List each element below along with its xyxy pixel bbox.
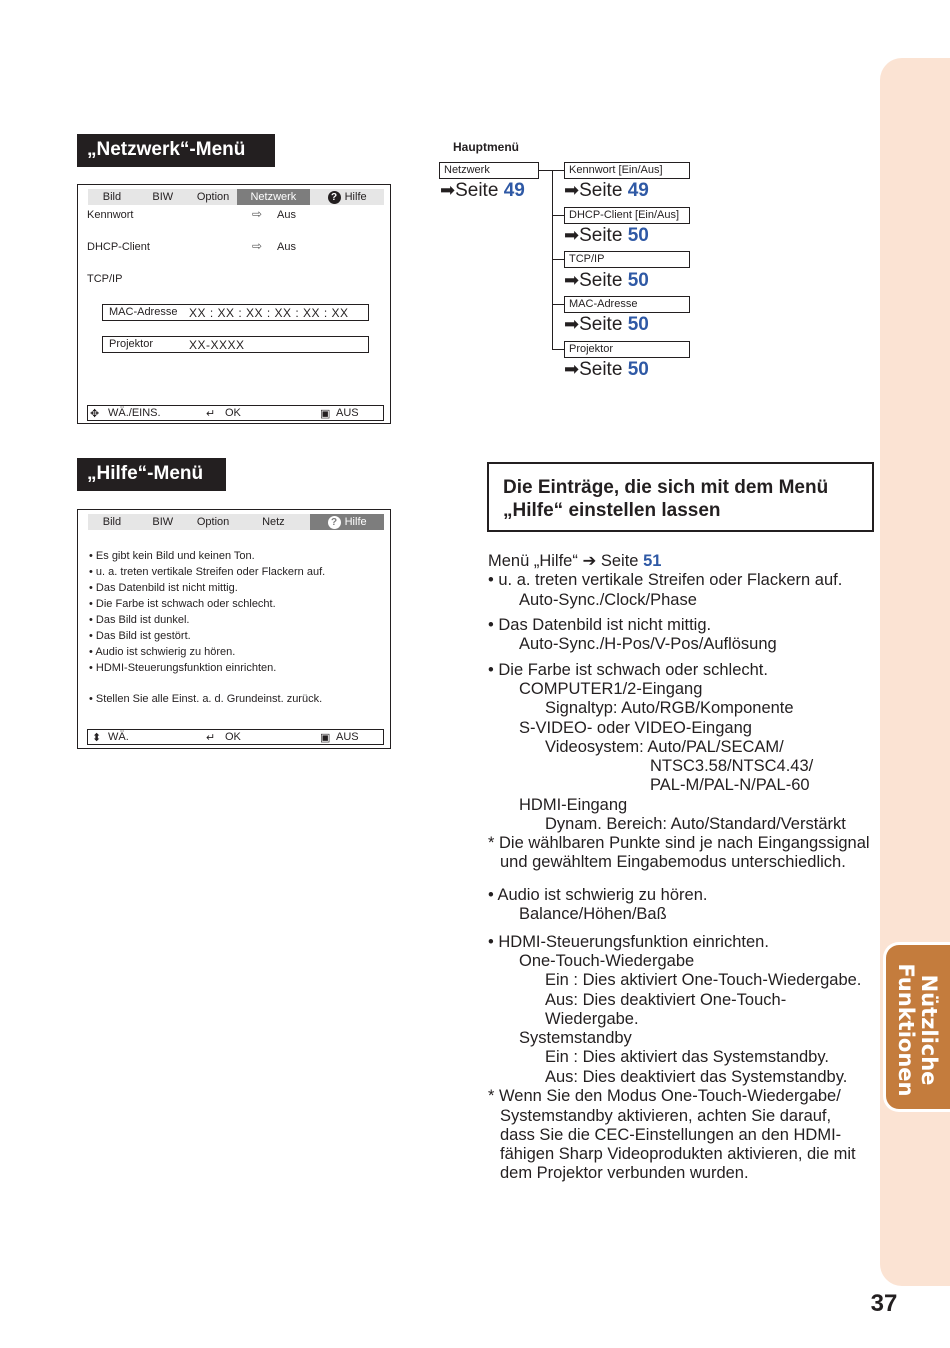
help-text-line: • Die Farbe ist schwach oder schlecht. [488, 661, 768, 679]
help-text-line: dem Projektor verbunden wurden. [500, 1164, 749, 1182]
arrow-right-icon: ➡ [564, 270, 580, 290]
tree-root-box: Netzwerk [439, 162, 539, 179]
dhcp-page-link[interactable]: ➡Seite 50 [564, 225, 649, 246]
mac-page-link[interactable]: ➡Seite 50 [564, 314, 649, 335]
help-text-line: Signaltyp: Auto/RGB/Komponente [545, 699, 794, 717]
help-item[interactable]: • Die Farbe ist schwach oder schlecht. [89, 596, 325, 612]
tab-biw[interactable]: BIW [152, 516, 174, 528]
help-item[interactable]: • Das Bild ist dunkel. [89, 612, 325, 628]
netzwerk-menu-title: „Netzwerk“-Menü [77, 134, 275, 167]
help-item[interactable]: • Das Bild ist gestört. [89, 628, 325, 644]
hilfe-footer: ⬍ WÄ. ↵ OK ▣ AUS [87, 729, 384, 745]
tab-option[interactable]: Option [196, 516, 230, 528]
help-text-line: COMPUTER1/2-Eingang [519, 680, 703, 698]
help-icon: ? [328, 516, 341, 529]
help-text-line: Systemstandby [519, 1029, 632, 1047]
tree-branch [552, 170, 564, 171]
projektor-field: Projektor XX-XXXX [102, 336, 369, 353]
help-text-line: * Wenn Sie den Modus One-Touch-Wiedergabe/ [488, 1087, 841, 1105]
help-text-line: Videosystem: Auto/PAL/SECAM/ [545, 738, 784, 756]
tree-tcpip-box: TCP/IP [564, 251, 690, 268]
menu-button-icon: ▣ [320, 732, 331, 744]
help-text-line: • u. a. treten vertikale Streifen oder Flackern auf. [488, 571, 843, 589]
help-item[interactable]: • HDMI-Steuerungsfunktion einrichten. [89, 660, 325, 676]
mac-address-field: MAC-Adresse XX : XX : XX : XX : XX : XX [102, 304, 369, 321]
projektor-page-link[interactable]: ➡Seite 50 [564, 359, 649, 380]
tab-biw[interactable]: BIW [152, 191, 174, 203]
help-text-line: One-Touch-Wiedergabe [519, 952, 695, 970]
chapter-tab-label: Nützliche Funktionen [894, 963, 941, 1097]
help-text-line: S-VIDEO- oder VIDEO-Eingang [519, 719, 752, 737]
menu-tree-title: Hauptmenü [453, 140, 519, 154]
move-arrows-icon: ✥ [90, 408, 100, 420]
tree-branch [552, 215, 564, 216]
root-page-link[interactable]: ➡Seite 49 [440, 180, 525, 201]
help-text-line: Ein : Dies aktiviert das Systemstandby. [545, 1048, 829, 1066]
hilfe-tabs [88, 514, 384, 530]
help-text-line: Aus: Dies deaktiviert das Systemstandby. [545, 1068, 848, 1086]
menu-button-icon: ▣ [320, 408, 331, 420]
help-text-line: • HDMI-Steuerungsfunktion einrichten. [488, 933, 769, 951]
tab-bild[interactable]: Bild [102, 516, 122, 528]
help-text-line: • Audio ist schwierig zu hören. [488, 886, 708, 904]
help-text-line: * Die wählbaren Punkte sind je nach Eingangssignal [488, 834, 870, 852]
menu-reference: Menü „Hilfe“ ➔ Seite 51 [488, 552, 662, 570]
tree-branch [552, 304, 564, 305]
tab-bild[interactable]: Bild [102, 191, 122, 203]
enter-icon: ↵ [206, 732, 216, 744]
help-text-line: NTSC3.58/NTSC4.43/ [650, 757, 814, 775]
help-text-line: Wiedergabe. [545, 1010, 639, 1028]
help-text-line: • Das Datenbild ist nicht mittig. [488, 616, 712, 634]
arrow-right-icon: ⇨ [252, 239, 263, 253]
netzwerk-screen [77, 184, 391, 424]
arrow-right-icon: ➡ [440, 180, 456, 200]
tree-connector [552, 170, 553, 350]
help-text-line: Auto-Sync./Clock/Phase [519, 591, 697, 609]
tree-kennwort-box: Kennwort [Ein/Aus] [564, 162, 690, 179]
page-number: 37 [870, 1290, 898, 1317]
help-text-line: Balance/Höhen/Baß [519, 905, 667, 923]
tab-hilfe[interactable]: ? Hilfe [310, 514, 384, 530]
tree-projektor-box: Projektor [564, 341, 690, 358]
tree-mac-box: MAC-Adresse [564, 296, 690, 313]
help-text-line: PAL-M/PAL-N/PAL-60 [650, 776, 810, 794]
help-item[interactable]: • Audio ist schwierig zu hören. [89, 644, 325, 660]
tree-dhcp-box: DHCP-Client [Ein/Aus] [564, 207, 690, 224]
tab-option[interactable]: Option [196, 191, 230, 203]
arrow-right-icon: ➡ [564, 314, 580, 334]
help-item[interactable]: • u. a. treten vertikale Streifen oder Flackern auf. [89, 564, 325, 580]
help-text-line: Systemstandby aktivieren, achten Sie darauf, [500, 1107, 832, 1125]
netzwerk-footer: ✥ WÄ./EINS. ↵ OK ▣ AUS [87, 405, 384, 421]
help-text-line: dass Sie die CEC-Einstellungen an den HDMI- [500, 1126, 842, 1144]
dhcp-client-value[interactable]: Aus [277, 241, 296, 253]
chapter-tab[interactable] [883, 942, 950, 1112]
help-text-line: HDMI-Eingang [519, 796, 628, 814]
help-items-list [89, 548, 325, 676]
arrow-right-icon: ➡ [564, 359, 580, 379]
tree-branch [552, 349, 564, 350]
help-text-line: Dynam. Bereich: Auto/Standard/Verstärkt [545, 815, 846, 833]
arrow-right-icon: ➡ [564, 180, 580, 200]
help-text-line: fähigen Sharp Videoprodukten aktivieren, die mit [500, 1145, 856, 1163]
tcpip-label[interactable]: TCP/IP [87, 273, 123, 285]
help-icon: ? [328, 191, 341, 204]
netzwerk-tabs [88, 189, 384, 205]
tree-branch [552, 259, 564, 260]
help-item[interactable]: • Es gibt kein Bild und keinen Ton. [89, 548, 325, 564]
up-down-arrows-icon: ⬍ [92, 732, 102, 744]
hilfe-screen [77, 509, 391, 749]
tree-connector [539, 170, 552, 171]
help-text-line: Aus: Dies deaktiviert One-Touch- [545, 991, 787, 1009]
help-text-line: Auto-Sync./H-Pos/V-Pos/Auflösung [519, 635, 777, 653]
hilfe-settings-box: Die Einträge, die sich mit dem Menü „Hilfe“ einstellen lassen [487, 462, 874, 532]
tab-netz[interactable]: Netz [262, 516, 285, 528]
dhcp-client-label: DHCP-Client [87, 241, 150, 253]
tab-hilfe[interactable]: ? Hilfe [310, 189, 384, 205]
help-item[interactable]: • Das Datenbild ist nicht mittig. [89, 580, 325, 596]
arrow-right-icon: ➡ [564, 225, 580, 245]
kennwort-page-link[interactable]: ➡Seite 49 [564, 180, 649, 201]
kennwort-label: Kennwort [87, 209, 134, 221]
arrow-right-icon: ⇨ [252, 207, 263, 221]
enter-icon: ↵ [206, 408, 216, 420]
hilfe-menu-title: „Hilfe“-Menü [77, 458, 226, 491]
help-text-line: Ein : Dies aktiviert One-Touch-Wiedergabe. [545, 971, 862, 989]
kennwort-value[interactable]: Aus [277, 209, 296, 221]
help-text-line: und gewähltem Eingabemodus unterschiedlich. [500, 853, 846, 871]
reset-item: • Stellen Sie alle Einst. a. d. Grundeinst. zurück. [89, 691, 322, 707]
tcpip-page-link[interactable]: ➡Seite 50 [564, 270, 649, 291]
tab-netzwerk[interactable]: Netzwerk [237, 189, 311, 205]
